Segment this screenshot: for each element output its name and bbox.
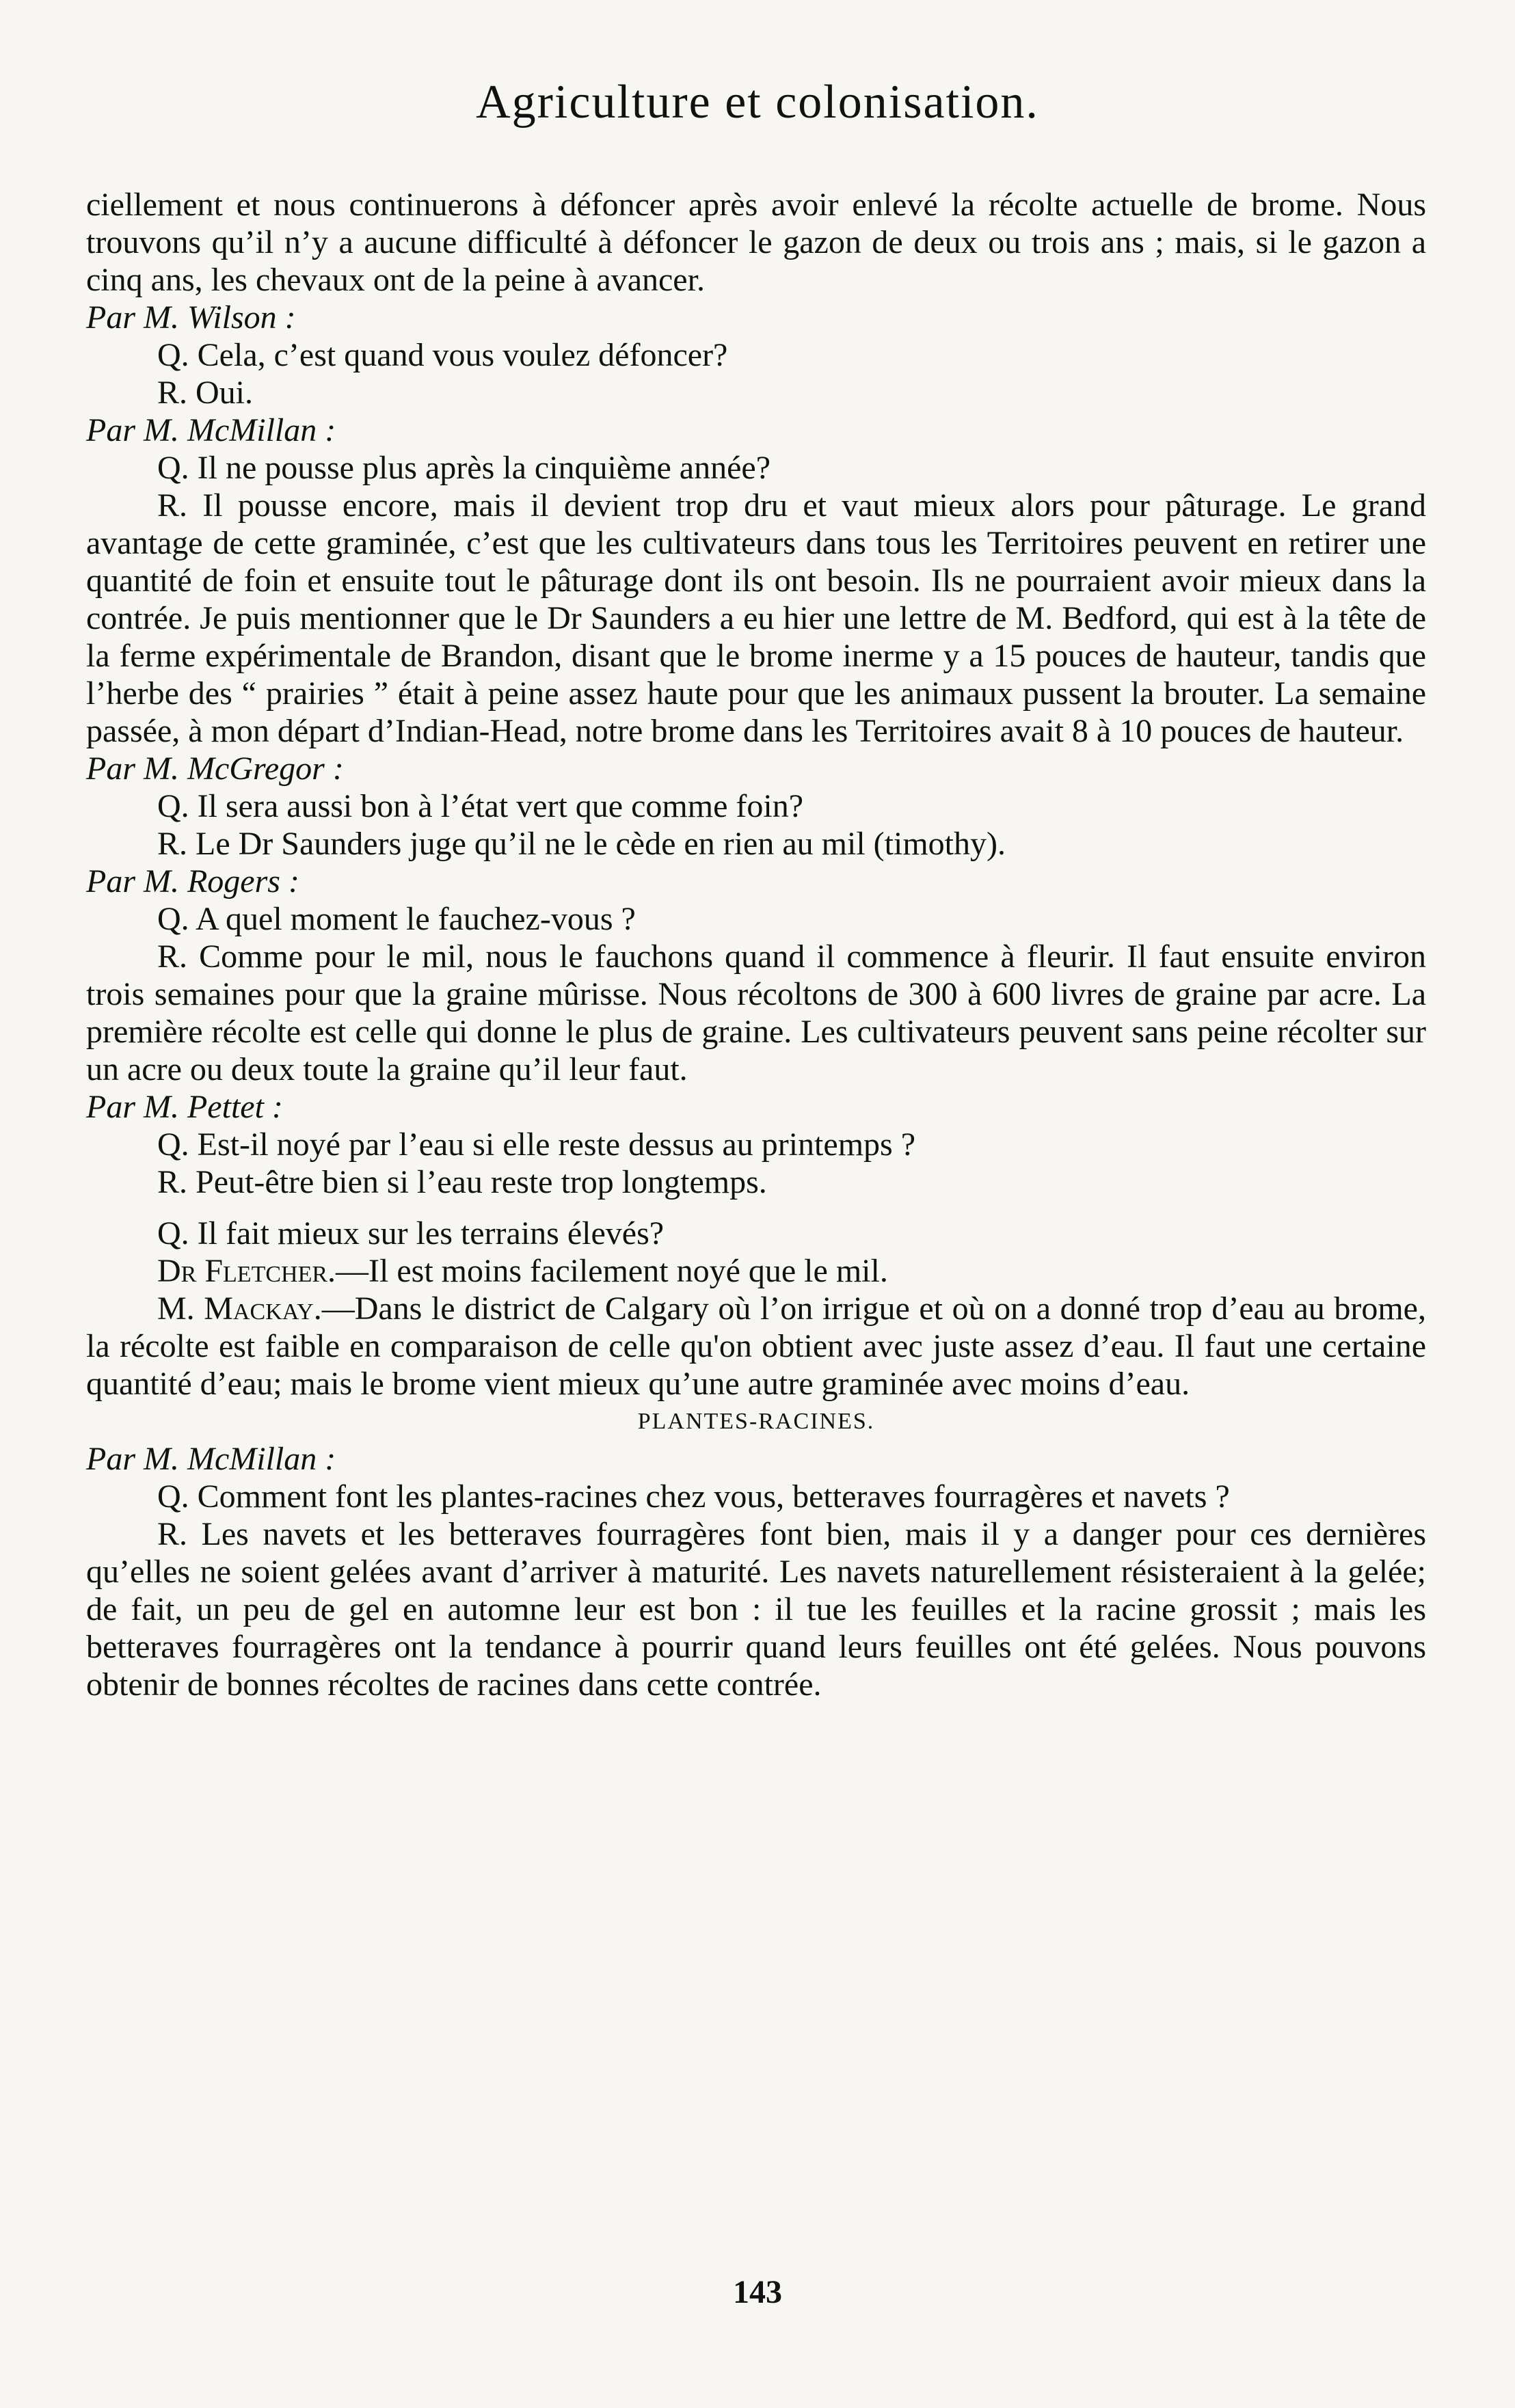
question: Q. Il sera aussi bon à l’état vert que comme foin?	[157, 788, 803, 824]
question: Q. Cela, c’est quand vous voulez défoncer?	[157, 337, 728, 373]
statement-fletcher	[86, 1252, 1426, 1290]
statement-text: —Il est moins facilement noyé que le mil.	[336, 1253, 888, 1289]
statement-mackay	[86, 1290, 1426, 1403]
question: Q. Comment font les plantes-racines chez vous, betteraves fourragères et navets ?	[157, 1478, 1230, 1515]
page-body	[86, 186, 1426, 1703]
answer: R. Comme pour le mil, nous le fauchons quand il commence à fleurir. Il faut ensuite environ trois semaines pour que la graine mûrisse. Nous récoltons de 300 à 600 livres de graine par acre. La première récolte est celle qui donne le plus de graine. Les cultivateurs peuvent sans peine récolter sur un acre ou deux toute la graine qu’il leur faut.	[86, 938, 1426, 1087]
speaker-heading: Par M. McMillan :	[86, 412, 336, 448]
speaker-heading: Par M. Rogers :	[86, 863, 299, 899]
answer: R. Oui.	[157, 375, 254, 411]
statement-text: —Dans le district de Calgary où l’on irrigue et où on a donné trop d’eau au brome, la récolte est faible en comparaison de celle qu'on obtient avec juste assez d’eau. Il faut une certaine quantité d’eau; mais le brome vient mieux qu’une autre graminée avec moins d’eau.	[86, 1290, 1426, 1402]
speaker-heading: Par M. Pettet :	[86, 1089, 283, 1125]
paragraph: ciellement et nous continuerons à défoncer après avoir enlevé la récolte actuelle de brome. Nous trouvons qu’il n’y a aucune difficulté à défoncer le gazon de deux ou trois ans ; mais, si le gazon a cinq ans, les chevaux ont de la peine à avancer.	[86, 187, 1426, 298]
question: Q. Il ne pousse plus après la cinquième année?	[157, 450, 771, 486]
speaker-heading: Par M. McMillan :	[86, 1441, 336, 1477]
question: Q. A quel moment le fauchez-vous ?	[157, 901, 636, 937]
speaker-heading: Par M. Wilson :	[86, 299, 296, 336]
page-number: 143	[733, 2274, 782, 2310]
answer: R. Le Dr Saunders juge qu’il ne le cède en rien au mil (timothy).	[157, 826, 1006, 862]
question: Q. Est-il noyé par l’eau si elle reste dessus au printemps ?	[157, 1126, 916, 1163]
speaker-name: Dr Fletcher.	[157, 1253, 336, 1289]
answer: R. Peut-être bien si l’eau reste trop longtemps.	[157, 1164, 767, 1200]
speaker-heading: Par M. McGregor :	[86, 750, 344, 787]
answer: R. Les navets et les betteraves fourragères font bien, mais il y a danger pour ces dernières qu’elles ne soient gelées avant d’arriver à maturité. Les navets naturellement résisteraient à la gelée; de fait, un peu de gel en automne leur est bon : il tue les feuilles et la racine grossit ; mais les betteraves fourragères ont la tendance à pourrir quand leurs feuilles ont été gelées. Nous pouvons obtenir de bonnes récoltes de racines dans cette contrée.	[86, 1516, 1426, 1703]
speaker-name: M. Mackay.	[157, 1290, 322, 1327]
answer: R. Il pousse encore, mais il devient trop dru et vaut mieux alors pour pâturage. Le grand avantage de cette graminée, c’est que les cultivateurs dans tous les Territoires peuvent en retirer une quantité de foin et ensuite tout le pâturage dont ils ont besoin. Ils ne pourraient avoir mieux dans la contrée. Je puis mentionner que le Dr Saunders a eu hier une lettre de M. Bedford, qui est à la tête de la ferme expérimentale de Brandon, disant que le brome inerme y a 15 pouces de hauteur, tandis que l’herbe des “ prairies ” était à peine assez haute pour que les animaux pussent la brouter. La semaine passée, à mon départ d’Indian-Head, notre brome dans les Territoires avait 8 à 10 pouces de hauteur.	[86, 487, 1426, 749]
running-header: Agriculture et colonisation.	[476, 76, 1039, 128]
section-heading: PLANTES-RACINES.	[637, 1409, 875, 1434]
question: Q. Il fait mieux sur les terrains élevés?	[157, 1215, 665, 1252]
